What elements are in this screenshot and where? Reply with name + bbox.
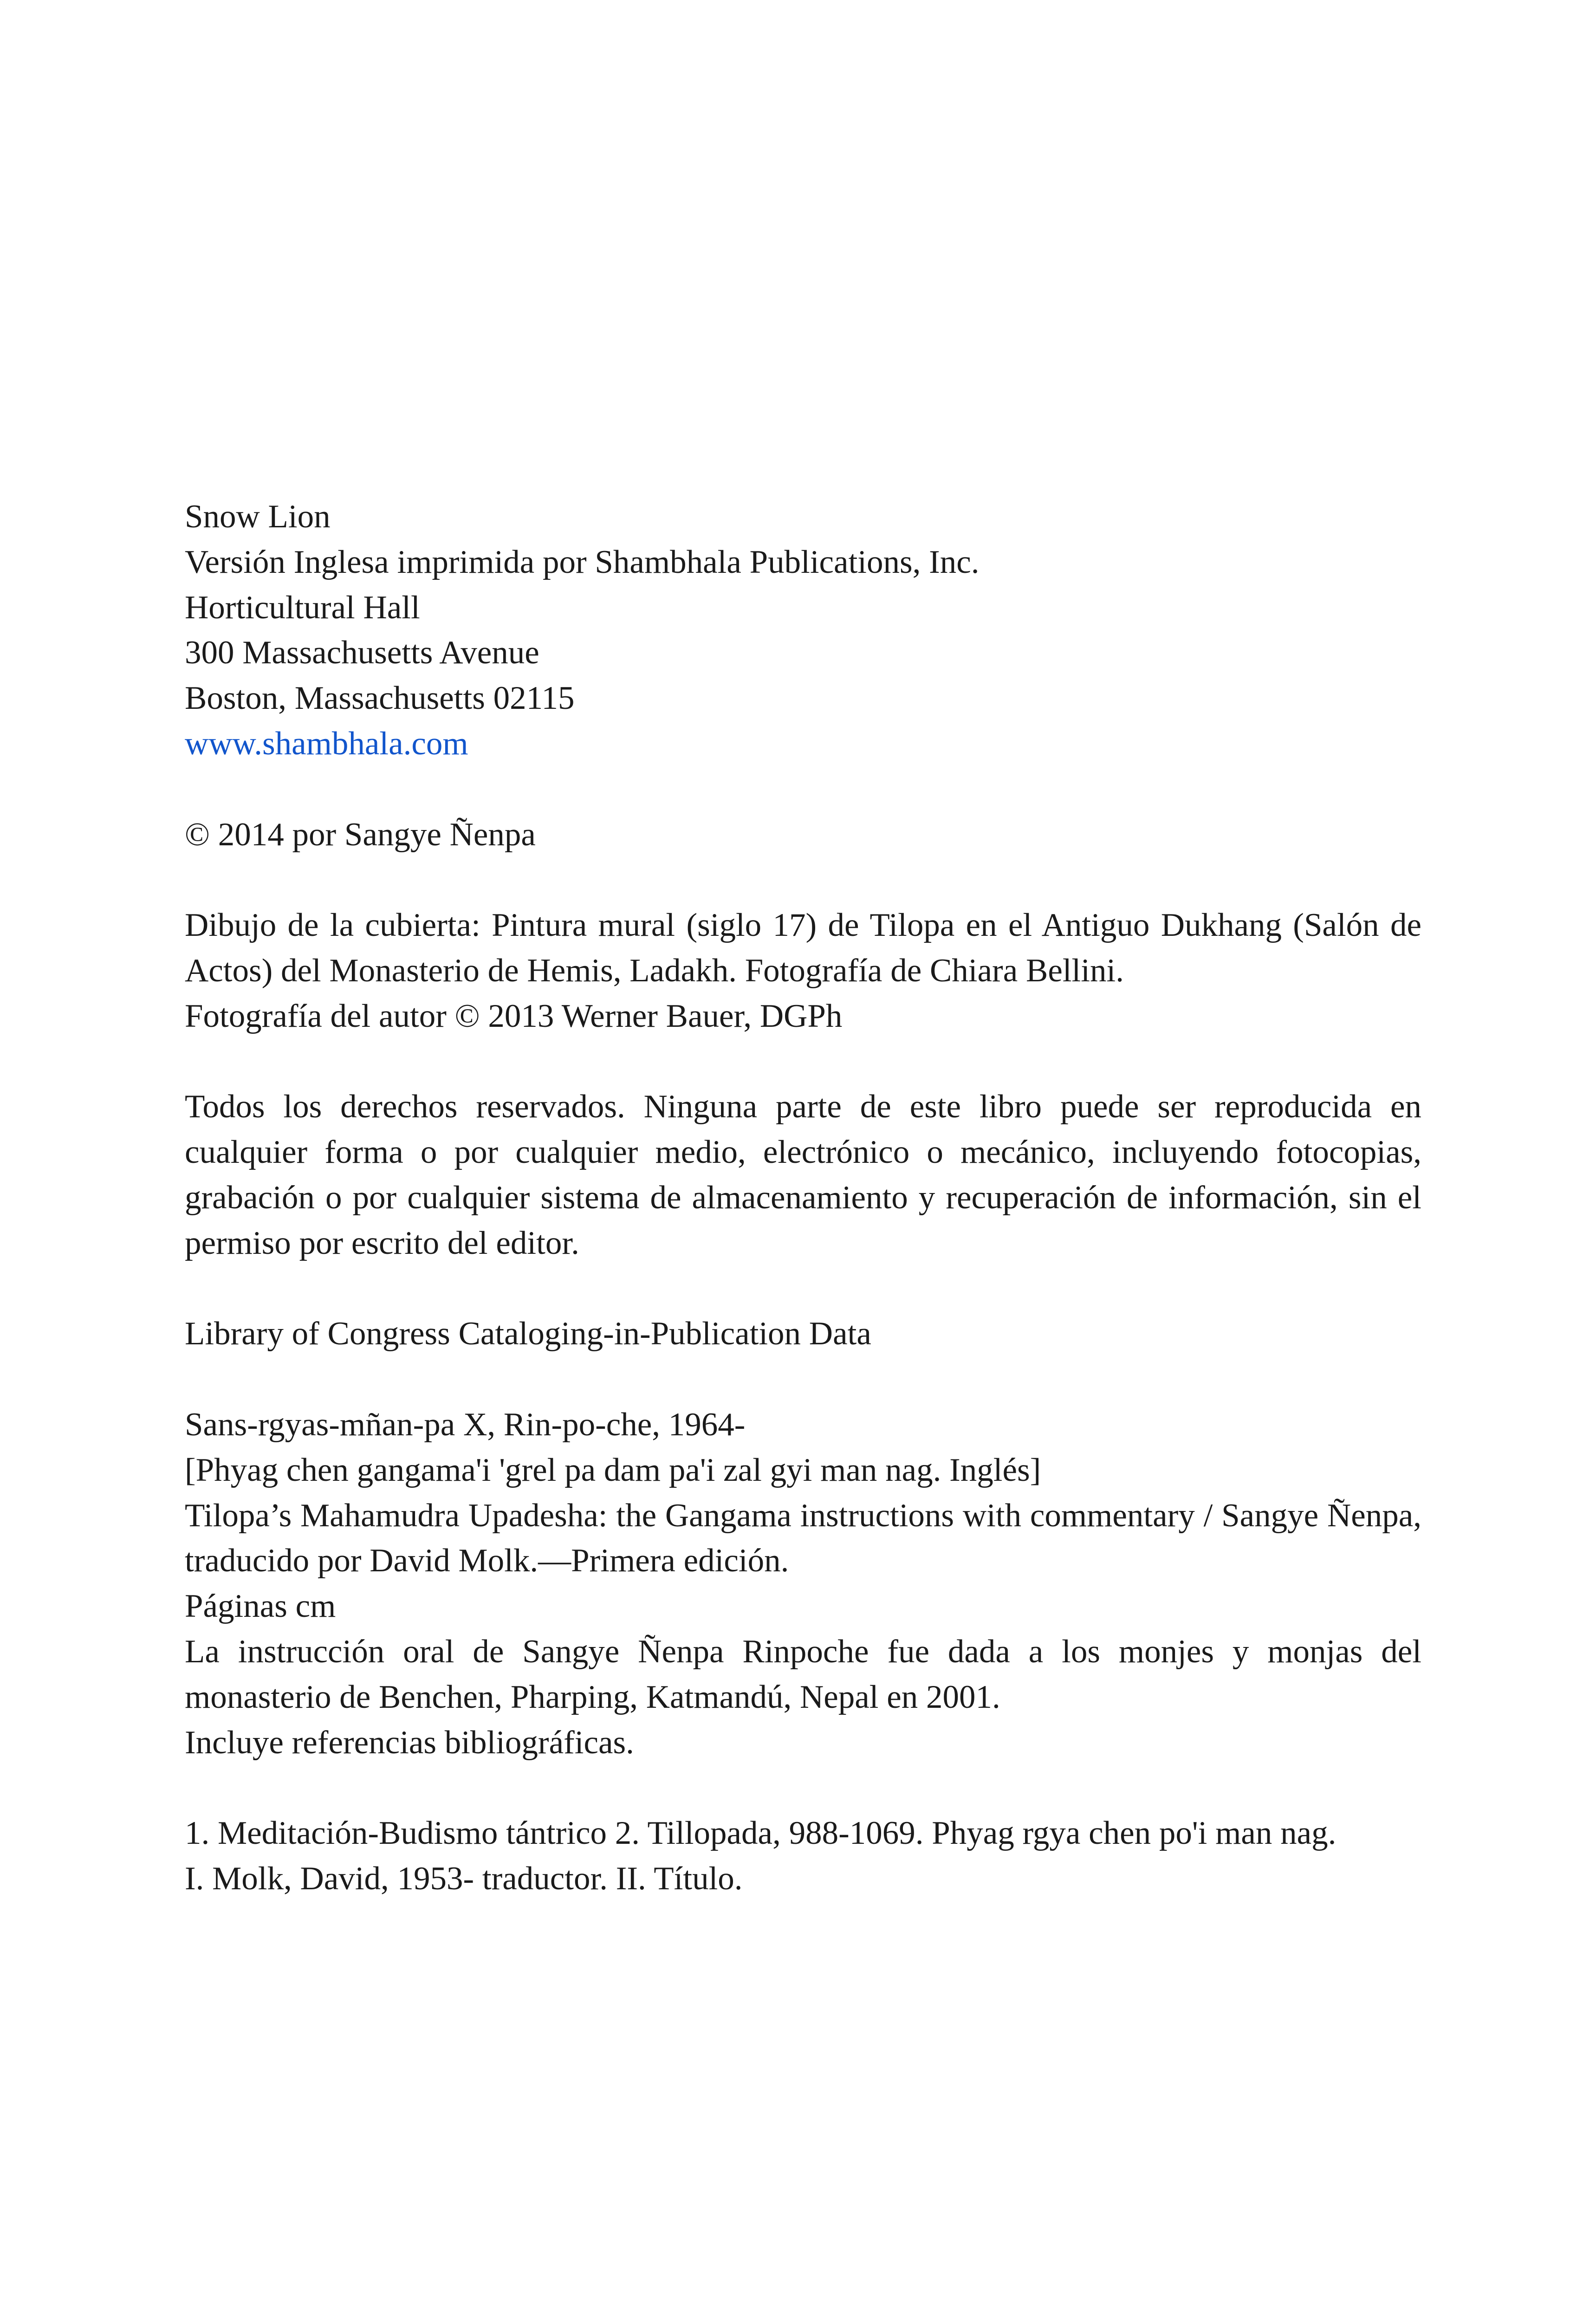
cip-note: La instrucción oral de Sangye Ñenpa Rinpoche fue dada a los monjes y monjas del monasterio de Benchen, Pharping, Katmandú, Nepal en 2001. <box>185 1633 1421 1715</box>
spacer <box>185 767 1421 812</box>
spacer <box>185 1039 1421 1085</box>
cip-pages: Páginas cm <box>185 1588 336 1625</box>
publisher-edition-note: Versión Inglesa imprimida por Shambhala Publications, Inc. <box>185 544 980 580</box>
spacer <box>185 1765 1421 1811</box>
cip-original-title: [Phyag chen gangama'i 'grel pa dam pa'i zal gyi man nag. Inglés] <box>185 1452 1041 1488</box>
copyright-notice: © 2014 por Sangye Ñenpa <box>185 816 536 853</box>
copyright-text-block <box>185 494 1421 1902</box>
cover-credits: Dibujo de la cubierta: Pintura mural (siglo 17) de Tilopa en el Antiguo Dukhang (Salón de Actos) del Monasterio de Hemis, Ladakh. Fotografía de Chiara Bellini. <box>185 907 1421 989</box>
publisher-website-link[interactable]: www.shambhala.com <box>185 725 468 762</box>
cip-title: Tilopa’s Mahamudra Upadesha: the Gangama instructions with commentary / Sangye Ñenpa, traducido por David Molk.—Primera edición. <box>185 1497 1421 1579</box>
publisher-name: Snow Lion <box>185 499 331 535</box>
cip-bibliography: Incluye referencias bibliográficas. <box>185 1724 634 1761</box>
spacer <box>185 857 1421 903</box>
publisher-building: Horticultural Hall <box>185 589 420 626</box>
cip-added-entries: I. Molk, David, 1953- traductor. II. Título. <box>185 1860 743 1897</box>
cip-heading: Library of Congress Cataloging-in-Publication Data <box>185 1316 871 1352</box>
rights-reserved: Todos los derechos reservados. Ninguna parte de este libro puede ser reproducida en cualquier forma o por cualquier medio, electrónico o mecánico, incluyendo fotocopias, grabación o por cualquier sistema de almacenamiento y recuperación de información, sin el permiso por escrito del editor. <box>185 1089 1421 1261</box>
cip-author: Sans-rgyas-mñan-pa X, Rin-po-che, 1964- <box>185 1406 746 1443</box>
spacer <box>185 1357 1421 1402</box>
publisher-block <box>185 494 1421 767</box>
spacer <box>185 1266 1421 1312</box>
author-photo-credit: Fotografía del autor © 2013 Werner Bauer, DGPh <box>185 998 843 1034</box>
cip-record <box>185 1402 1421 1765</box>
cip-subjects: 1. Meditación-Budismo tántrico 2. Tillopada, 988-1069. Phyag rgya chen po'i man nag. <box>185 1815 1336 1852</box>
publisher-street: 300 Massachusetts Avenue <box>185 635 539 671</box>
publisher-city: Boston, Massachusetts 02115 <box>185 680 575 717</box>
